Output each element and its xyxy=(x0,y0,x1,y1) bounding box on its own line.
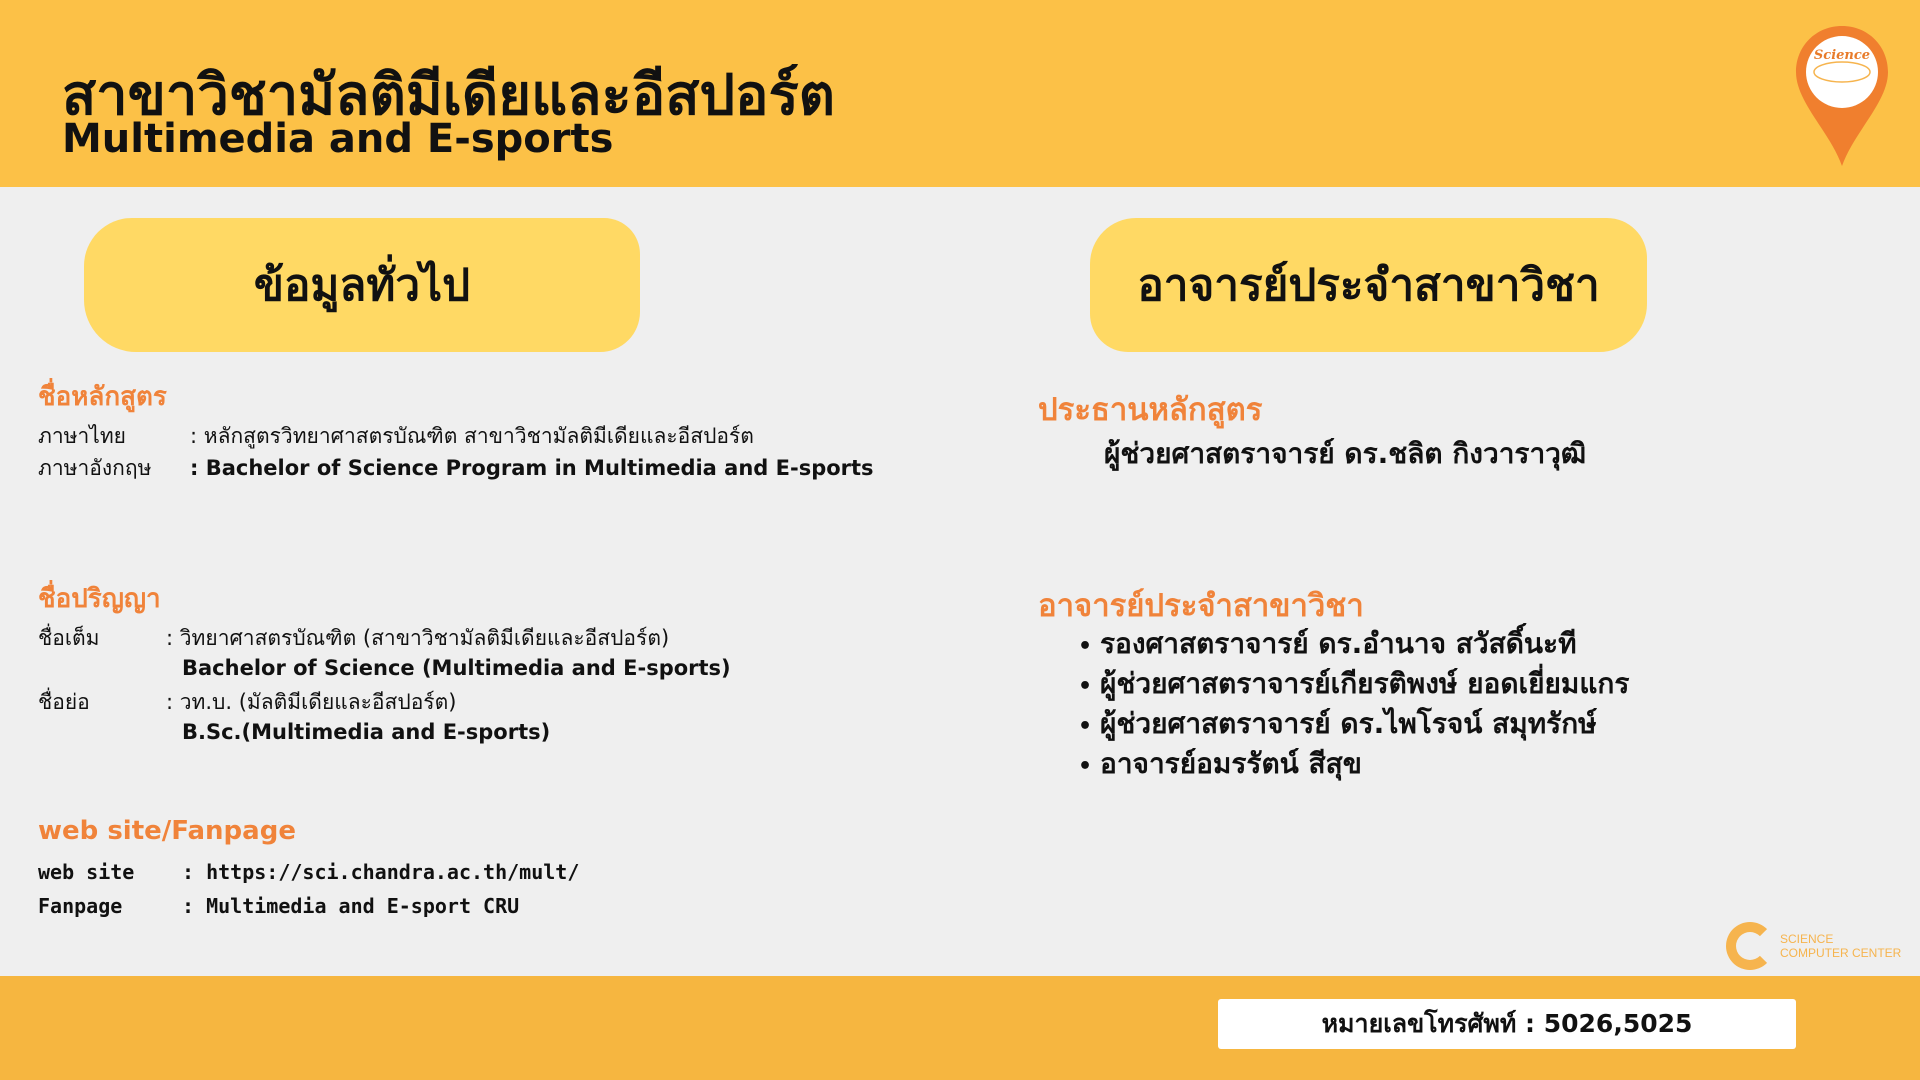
list-item: • ผู้ช่วยศาสตราจารย์ ดร.ไพโรจน์ สมุทรักษ์ xyxy=(1078,707,1597,740)
science-computer-center-logo xyxy=(1724,920,1910,974)
scc-logo-text: SCIENCE COMPUTER CENTER xyxy=(1780,932,1902,960)
faculty-name: ผู้ช่วยศาสตราจารย์เกียรติพงษ์ ยอดเยี่ยมแกร xyxy=(1100,667,1630,700)
website-link[interactable]: : https://sci.chandra.ac.th/mult/ xyxy=(182,860,580,884)
list-item: • รองศาสตราจารย์ ดร.อำนาจ สวัสดิ์นะที xyxy=(1078,627,1577,660)
page-title-thai: สาขาวิชามัลติมีเดียและอีสปอร์ต xyxy=(62,63,836,128)
general-info-label: ข้อมูลทั่วไป xyxy=(253,260,471,311)
scc-ring-icon xyxy=(1726,922,1774,970)
degree-full-english-text: Bachelor of Science (Multimedia and E-sports) xyxy=(182,656,731,680)
faculty-heading: อาจารย์ประจำสาขาวิชา xyxy=(1038,588,1364,624)
website-key: web site xyxy=(38,860,135,884)
fanpage-row xyxy=(38,894,519,918)
degree-full-thai: : วิทยาศาสตรบัณฑิต (สาขาวิชามัลติมีเดียและอีสปอร์ต) xyxy=(166,626,670,650)
chair-name: ผู้ช่วยศาสตราจารย์ ดร.ชลิต กิงวาราวุฒิ xyxy=(1104,437,1587,470)
web-heading: web site/Fanpage xyxy=(38,816,296,846)
program-english-row xyxy=(38,452,874,485)
program-name-heading: ชื่อหลักสูตร xyxy=(38,382,167,412)
program-english-value: : Bachelor of Science Program in Multimedia and E-sports xyxy=(190,456,874,480)
header-banner xyxy=(0,0,1920,187)
degree-full-key: ชื่อเต็ม xyxy=(38,626,100,650)
list-item: • อาจารย์อมรรัตน์ สีสุข xyxy=(1078,747,1362,780)
degree-full-row xyxy=(38,622,669,655)
science-logo-text: Science xyxy=(1813,48,1871,63)
website-row xyxy=(38,860,579,884)
faculty-name: รองศาสตราจารย์ ดร.อำนาจ สวัสดิ์นะที xyxy=(1100,627,1577,660)
general-info-pill xyxy=(84,218,640,352)
chair-heading: ประธานหลักสูตร xyxy=(1038,392,1263,428)
page-title-english: Multimedia and E-sports xyxy=(62,116,614,162)
faculty-pill-label: อาจารย์ประจำสาขาวิชา xyxy=(1137,260,1600,311)
fanpage-key: Fanpage xyxy=(38,894,123,918)
degree-short-key: ชื่อย่อ xyxy=(38,690,90,714)
degree-full-english xyxy=(182,656,731,680)
faculty-pill xyxy=(1090,218,1647,352)
degree-short-english xyxy=(182,720,550,744)
faculty-name: อาจารย์อมรรัตน์ สีสุข xyxy=(1100,747,1362,780)
list-item: • ผู้ช่วยศาสตราจารย์เกียรติพงษ์ ยอดเยี่ยมแกร xyxy=(1078,667,1630,700)
program-thai-key: ภาษาไทย xyxy=(38,424,126,448)
program-thai-row xyxy=(38,420,754,453)
program-english-key: ภาษาอังกฤษ xyxy=(38,456,152,480)
faculty-list xyxy=(1078,624,1629,784)
degree-short-thai: : วท.บ. (มัลติมีเดียและอีสปอร์ต) xyxy=(166,690,457,714)
faculty-name: ผู้ช่วยศาสตราจารย์ ดร.ไพโรจน์ สมุทรักษ์ xyxy=(1100,707,1597,740)
program-thai-value: : หลักสูตรวิทยาศาสตรบัณฑิต สาขาวิชามัลติมีเดียและอีสปอร์ต xyxy=(190,424,754,448)
degree-short-row xyxy=(38,686,456,719)
degree-short-english-text: B.Sc.(Multimedia and E-sports) xyxy=(182,720,551,744)
phone-number-box: หมายเลขโทรศัพท์ : 5026,5025 xyxy=(1218,999,1796,1049)
degree-name-heading: ชื่อปริญญา xyxy=(38,584,161,614)
map-pin-logo-icon xyxy=(1792,22,1892,170)
fanpage-link[interactable]: : Multimedia and E-sport CRU xyxy=(182,894,520,918)
